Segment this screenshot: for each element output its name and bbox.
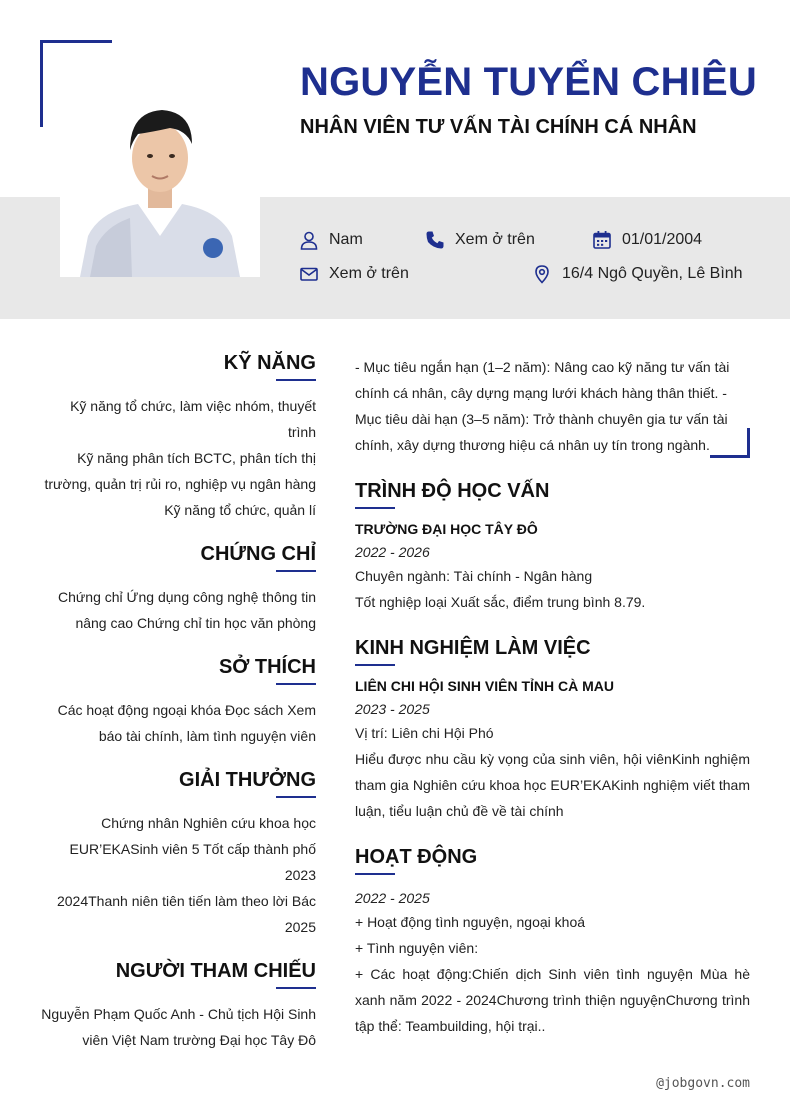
- activities-title: HOẠT ĐỘNG: [355, 846, 477, 875]
- info-phone: [425, 230, 535, 250]
- references-section: [40, 960, 316, 1053]
- info-birthday: [592, 230, 702, 250]
- activities-period: 2022 - 2025: [355, 890, 430, 906]
- skills-line: Kỹ năng tổ chức, làm việc nhóm, thuyết trình: [70, 398, 316, 440]
- skills-line: trường, quản trị rủi ro, nghiệp vụ ngân hàng: [44, 476, 316, 492]
- activities-line: + Tình nguyện viên:: [355, 940, 479, 956]
- hobbies-title: SỞ THÍCH: [219, 656, 316, 685]
- activities-section: [355, 846, 750, 1039]
- awards-section: [40, 769, 316, 940]
- awards-body: [40, 810, 316, 940]
- references-line: Nguyễn Phạm Quốc Anh - Chủ tịch Hội Sinh: [41, 1006, 316, 1022]
- calendar-icon: [592, 230, 612, 250]
- experience-description: Hiểu được nhu cầu kỳ vọng của sinh viên, hội viênKinh nghiệm tham gia Nghiên cứu khoa học EUR’EKAKinh nghiệm viết tham luận, tiểu luận chủ đề về tài chính: [355, 751, 750, 819]
- experience-org: LIÊN CHI HỘI SINH VIÊN TỈNH CÀ MAU: [355, 678, 615, 694]
- references-body: [40, 1001, 316, 1053]
- certificates-line: nâng cao Chứng chỉ tin học văn phòng: [75, 615, 316, 631]
- location-pin-icon: [532, 264, 552, 284]
- info-email: [299, 264, 409, 284]
- certificates-section: [40, 543, 316, 636]
- experience-section: [355, 637, 750, 824]
- profile-photo: [60, 86, 260, 277]
- birthday-value: 01/01/2004: [622, 231, 703, 248]
- education-school: TRƯỜNG ĐẠI HỌC TÂY ĐÔ: [355, 521, 538, 537]
- experience-position: Vị trí: Liên chi Hội Phó: [355, 725, 494, 741]
- education-section: [355, 480, 750, 615]
- hobbies-body: [40, 697, 316, 749]
- activities-line: + Các hoạt động:Chiến dịch Sinh viên tình nguyện Mùa hè xanh năm 2022 - 2024Chương trình thiện nguyệnChương trình tập thể: Teambuilding, hội trại..: [355, 966, 750, 1034]
- career-objective: - Mục tiêu ngắn hạn (1–2 năm): Nâng cao kỹ năng tư vấn tài chính cá nhân, cây dựng mạng lưới khách hàng thân thiết. - Mục tiêu dài hạn (3–5 năm): Trở thành chuyên gia tư vấn tài chính, xây dựng thương hiệu cá nhân uy tín trong ngành.: [355, 359, 730, 453]
- education-title: TRÌNH ĐỘ HỌC VẤN: [355, 480, 549, 509]
- hobbies-line: báo tài chính, làm tình nguyện viên: [98, 728, 316, 744]
- references-line: viên Việt Nam trường Đại học Tây Đô: [82, 1032, 316, 1048]
- hobbies-section: [40, 656, 316, 749]
- skills-body: [40, 393, 316, 523]
- left-column: [40, 352, 316, 1053]
- awards-line: 2024Thanh niên tiên tiến làm theo lời Bác: [56, 893, 316, 909]
- right-column: [355, 354, 750, 1039]
- person-photo-icon: [60, 86, 260, 277]
- job-title: NHÂN VIÊN TƯ VẤN TÀI CHÍNH CÁ NHÂN: [300, 116, 697, 138]
- awards-line: EUR’EKASinh viên 5 Tốt cấp thành phố 2023: [69, 841, 316, 883]
- certificates-body: [40, 584, 316, 636]
- awards-line: 2025: [284, 919, 316, 935]
- email-value: Xem ở trên: [329, 265, 409, 282]
- education-major: Chuyên ngành: Tài chính - Ngân hàng: [355, 568, 593, 584]
- address-value: 16/4 Ngô Quyền, Lê Bình: [562, 265, 743, 282]
- certificates-line: Chứng chỉ Ứng dụng công nghệ thông tin: [58, 589, 316, 605]
- awards-title: GIẢI THƯỞNG: [179, 769, 316, 798]
- skills-line: Kỹ năng tổ chức, quản lí: [164, 502, 316, 518]
- skills-line: Kỹ năng phân tích BCTC, phân tích thị: [77, 450, 316, 466]
- hobbies-line: Các hoạt động ngoại khóa Đọc sách Xem: [57, 702, 316, 718]
- references-title: NGƯỜI THAM CHIẾU: [116, 960, 316, 989]
- watermark: @jobgovn.com: [656, 1076, 750, 1091]
- skills-title: KỸ NĂNG: [224, 352, 316, 381]
- skills-section: [40, 352, 316, 523]
- education-period: 2022 - 2026: [355, 544, 430, 560]
- activities-line: + Hoạt động tình nguyện, ngoại khoá: [355, 914, 586, 930]
- candidate-name: NGUYỄN TUYỂN CHIÊU: [300, 60, 757, 104]
- phone-value: Xem ở trên: [455, 231, 535, 248]
- certificates-title: CHỨNG CHỈ: [201, 543, 316, 572]
- phone-icon: [425, 230, 445, 250]
- mail-icon: [299, 264, 319, 284]
- awards-line: Chứng nhân Nghiên cứu khoa học: [101, 815, 316, 831]
- experience-period: 2023 - 2025: [355, 701, 430, 717]
- info-address: [532, 264, 743, 284]
- info-gender: [299, 230, 363, 250]
- gender-value: Nam: [329, 231, 363, 248]
- education-result: Tốt nghiệp loại Xuất sắc, điểm trung bình 8.79.: [355, 594, 646, 610]
- user-icon: [299, 230, 319, 250]
- experience-title: KINH NGHIỆM LÀM VIỆC: [355, 637, 591, 666]
